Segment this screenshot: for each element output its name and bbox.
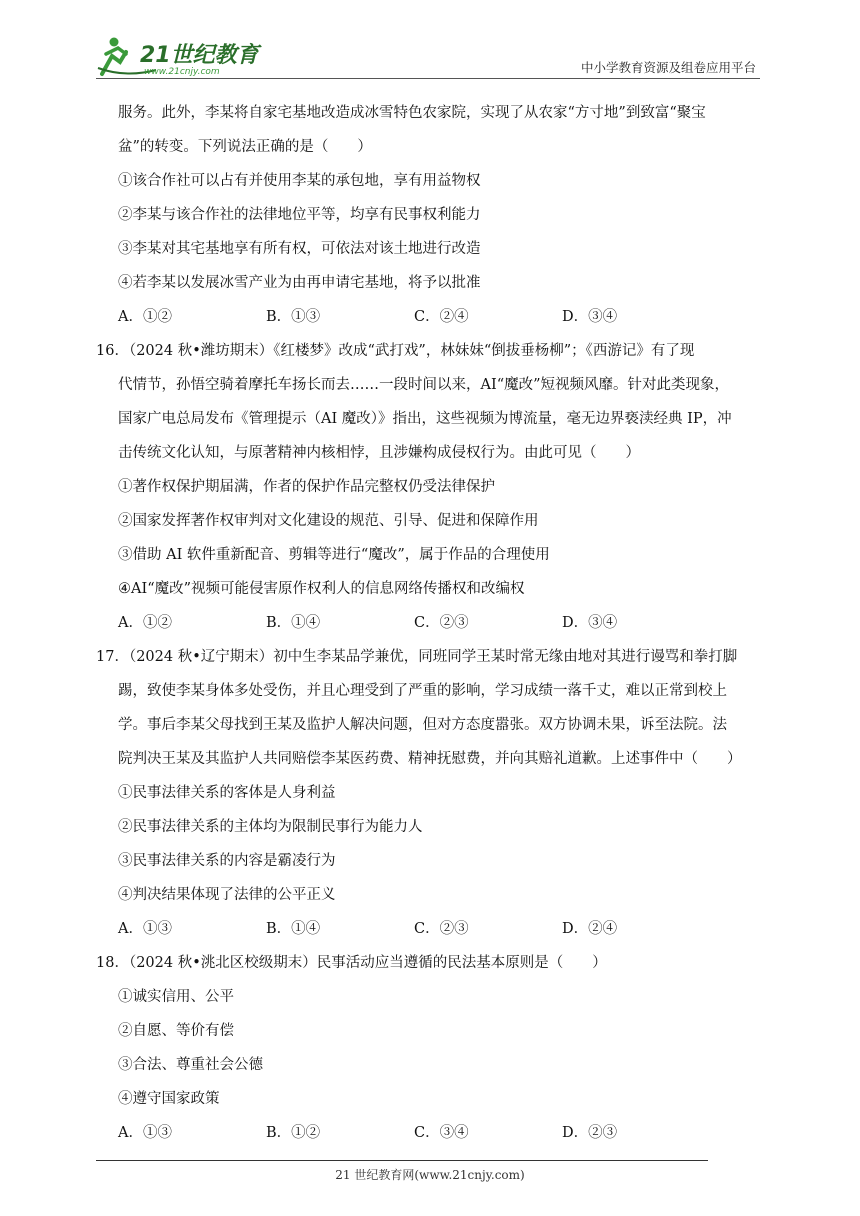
logo-url-text: www.21cnjy.com <box>144 67 220 77</box>
statement-option: ①民事法律关系的客体是人身利益 <box>118 785 336 801</box>
statement-option: ②自愿、等价有偿 <box>118 1023 234 1039</box>
question-text-line: 代情节，孙悟空骑着摩托车扬长而去……一段时间以来，AI“魔改”短视频风靡。针对此类现象， <box>118 377 730 393</box>
statement-option: ③民事法律关系的内容是霸凌行为 <box>118 853 336 869</box>
answer-choice: B．①② <box>266 1125 321 1141</box>
answer-choice: C．②③ <box>414 615 469 631</box>
footer-text: 21 世纪教育网(www.21cnjy.com) <box>335 1168 525 1182</box>
answer-choice: D．②④ <box>562 921 618 937</box>
answer-choices <box>118 1116 768 1150</box>
answer-choice: A．①③ <box>118 1125 172 1141</box>
header-divider <box>96 78 760 79</box>
logo-text: 21世纪教育 <box>140 43 259 68</box>
question-content <box>96 96 768 1150</box>
answer-choice: C．②④ <box>414 309 469 325</box>
answer-choice: B．①④ <box>266 615 321 631</box>
question-stem-start: 17．（2024 秋•辽宁期末）初中生李某品学兼优，同班同学王某时常无缘由地对其进行谩骂和拳打脚 <box>96 649 738 665</box>
answer-choice: D．②③ <box>562 1125 618 1141</box>
answer-choices <box>118 606 768 640</box>
page-header <box>96 30 760 80</box>
answer-choice: D．③④ <box>562 309 618 325</box>
question-text-line: 国家广电总局发布《管理提示（AI 魔改）》指出，这些视频为博流量，毫无边界亵渎经典 IP，冲 <box>118 411 732 427</box>
answer-choice: B．①③ <box>266 309 321 325</box>
statement-option: ④若李某以发展冰雪产业为由再申请宅基地，将予以批准 <box>118 275 481 291</box>
question-text-line: 盆”的转变。下列说法正确的是（ ） <box>118 139 372 155</box>
answer-choice: C．③④ <box>414 1125 469 1141</box>
question-text-line: 踢，致使李某身体多处受伤，并且心理受到了严重的影响，学习成绩一落千丈，难以正常到校上 <box>118 683 727 699</box>
statement-option: ③合法、尊重社会公德 <box>118 1057 263 1073</box>
question-text-line: 击传统文化认知，与原著精神内核相悖，且涉嫌构成侵权行为。由此可见（ ） <box>118 445 640 461</box>
answer-choice: B．①④ <box>266 921 321 937</box>
statement-option: ①著作权保护期届满，作者的保护作品完整权仍受法律保护 <box>118 479 495 495</box>
statement-option: ④判决结果体现了法律的公平正义 <box>118 887 336 903</box>
answer-choices <box>118 912 768 946</box>
statement-option: ②李某与该合作社的法律地位平等，均享有民事权利能力 <box>118 207 481 223</box>
question-text-line: 院判决王某及其监护人共同赔偿李某医药费、精神抚慰费，并向其赔礼道歉。上述事件中（ ） <box>118 751 742 767</box>
answer-choice: A．①③ <box>118 921 172 937</box>
statement-option: ③李某对其宅基地享有所有权，可依法对该土地进行改造 <box>118 241 481 257</box>
answer-choice: C．②③ <box>414 921 469 937</box>
statement-option: ②国家发挥著作权审判对文化建设的规范、引导、促进和保障作用 <box>118 513 539 529</box>
platform-name: 中小学教育资源及组卷应用平台 <box>580 60 756 75</box>
statement-option: ①诚实信用、公平 <box>118 989 234 1005</box>
statement-option: ①该合作社可以占有并使用李某的承包地，享有用益物权 <box>118 173 481 189</box>
site-logo <box>96 34 266 78</box>
statement-option: ③借助 AI 软件重新配音、剪辑等进行“魔改”，属于作品的合理使用 <box>118 547 550 563</box>
answer-choice: D．③④ <box>562 615 618 631</box>
statement-option: ②民事法律关系的主体均为限制民事行为能力人 <box>118 819 423 835</box>
answer-choices <box>118 300 768 334</box>
statement-option: ④遵守国家政策 <box>118 1091 220 1107</box>
statement-option: ④AI“魔改”视频可能侵害原作权利人的信息网络传播权和改编权 <box>118 581 525 597</box>
footer-divider <box>96 1160 708 1161</box>
question-stem-start: 16．（2024 秋•潍坊期末）《红楼梦》改成“武打戏”，林妹妹“倒拔垂杨柳”；《西游记》有了现 <box>96 343 695 359</box>
answer-choice: A．①② <box>118 309 172 325</box>
answer-choice: A．①② <box>118 615 172 631</box>
question-stem-start: 18．（2024 秋•洮北区校级期末）民事活动应当遵循的民法基本原则是（ ） <box>96 955 607 971</box>
question-text-line: 服务。此外，李某将自家宅基地改造成冰雪特色农家院，实现了从农家“方寸地”到致富“聚宝 <box>118 105 706 121</box>
question-text-line: 学。事后李某父母找到王某及监护人解决问题，但对方态度嚣张。双方协调未果，诉至法院。法 <box>118 717 727 733</box>
